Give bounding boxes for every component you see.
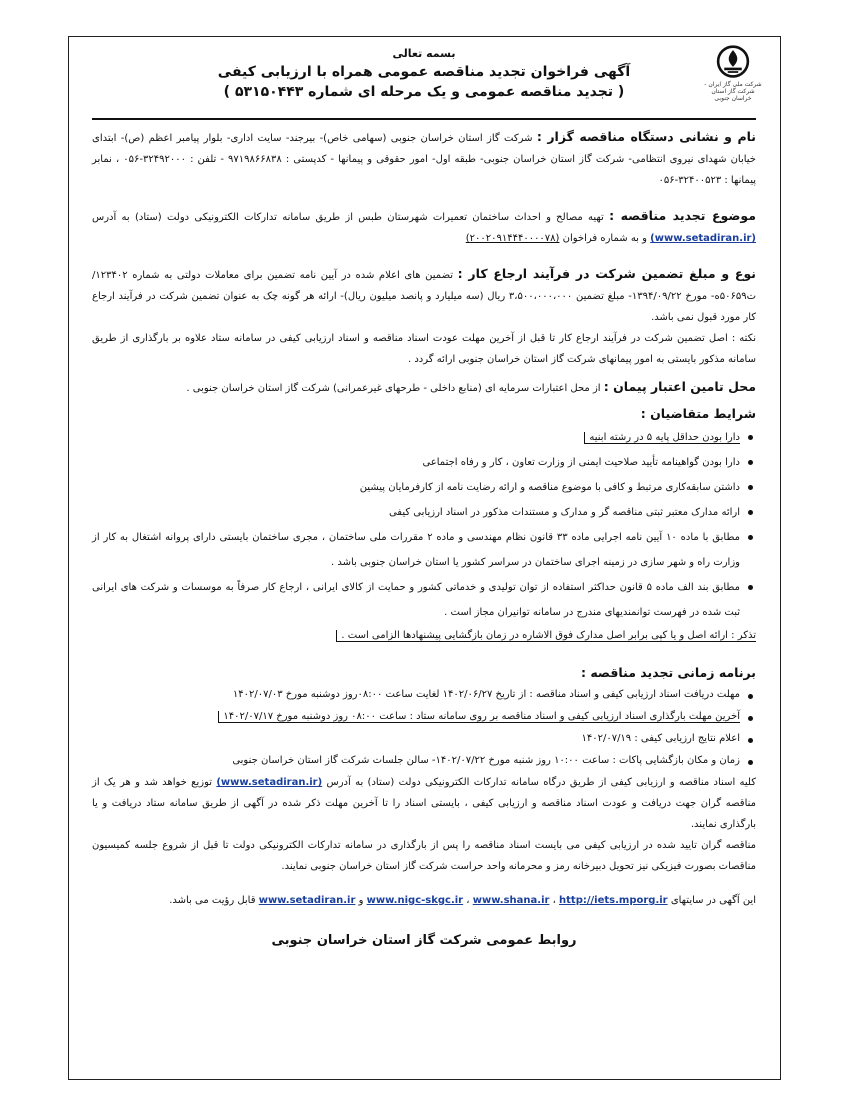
site-link-shana[interactable]: www.shana.ir	[472, 895, 550, 906]
announcement	[92, 42, 762, 948]
publication-sites: این آگهی در سایتهای www.nigc-skgc.ir ، www.shana.ir ، http://iets.mporg.ir و www.setadiran.ir قابل رؤیت می باشد.	[169, 895, 756, 906]
funding-label: محل تامین اعتبار پیمان :	[603, 379, 756, 394]
conditions-heading: شرایط متقاضیان :	[640, 406, 756, 421]
organizer-text: شرکت گاز استان خراسان جنوبی (سهامی خاص)- بیرجند- سایت اداری- بلوار پیامبر اعظم (ص)- ابتدای خیابان شهدای نیروی انتظامی- شرکت گاز استان خراسان جنوبی- طبقه اول- امور حقوقی و پیمانها - کدپستی : ۹۷۱۹۸۶۶۸۳۸ - تلفن : ۳۲۴۹۲۰۰۰-۰۵۶ ، نمابر پیمانها : ۳۲۴۰۰۵۲۳-۰۵۶	[92, 133, 756, 186]
subject-label: موضوع تجدید مناقصه :	[609, 208, 756, 223]
funding-section	[92, 376, 756, 399]
guarantee-text: تضمین های اعلام شده در آیین نامه تضمین برای معاملات دولتی به شماره ۱۲۳۴۰۲/ت۵۰۶۵۹ه- مورخ ۱۳۹۴/۰۹/۲۲- مبلغ تضمین ۳،۵۰۰،۰۰۰،۰۰۰ ریال (سه میلیارد و پانصد میلیون ریال)- ارائه هر گونه چک به عنوان تضمین شرکت در فرآیند ارجاع کار مورد قبول نمی باشد.	[92, 270, 756, 323]
setadiran-link-2[interactable]: (www.setadiran.ir)	[216, 777, 323, 788]
page-title: آگهی فراخوان تجدید مناقصه عمومی همراه با ارزیابی کیفی	[217, 64, 631, 80]
subject-tender-prefix: و به شماره فراخوان	[562, 233, 647, 244]
schedule-item: آخرین مهلت بارگذاری اسناد ارزیابی کیفی و اسناد مناقصه بر روی سامانه ستاد : ساعت ۰۸:۰۰ روز دوشنبه مورخ ۱۴۰۲/۰۷/۱۷	[92, 706, 756, 728]
condition-item: داشتن سابقه‌کاری مرتبط و کافی با موضوع مناقصه و ارائه رضایت نامه از کارفرمایان پیشین	[92, 475, 756, 500]
conditions-list	[92, 425, 756, 625]
schedule-item: زمان و مکان بازگشایی پاکات : ساعت ۱۰:۰۰ روز شنبه مورخ ۱۴۰۲/۰۷/۲۲- سالن جلسات شرکت گاز استان خراسان جنوبی	[92, 750, 756, 772]
tender-number: (۲۰۰۲۰۹۱۴۴۴۰۰۰۰۷۸)	[465, 233, 560, 244]
header	[92, 42, 762, 114]
condition-item: دارا بودن گواهینامه تأیید صلاحیت ایمنی از وزارت تعاون ، کار و رفاه اجتماعی	[92, 450, 756, 475]
condition-item: مطابق با ماده ۱۰ آیین نامه اجرایی ماده ۳۳ قانون نظام مهندسی و ماده ۲ مقررات ملی ساختمان ، مجری ساختمان بایستی دارای پروانه اشتغال به کار از وزارت راه و شهر سازی در زمینه اجرای ساختمان در سراسر کشور یا استان خراسان جنوبی باشد .	[92, 525, 756, 575]
signature: روابط عمومی شرکت گاز استان خراسان جنوبی	[271, 933, 577, 948]
organizer-label: نام و نشانی دستگاه مناقصه گزار :	[536, 129, 757, 144]
company-logo	[704, 44, 762, 102]
schedule-heading: برنامه زمانی تجدید مناقصه :	[580, 665, 756, 680]
setadiran-link[interactable]: (www.setadiran.ir)	[650, 233, 756, 244]
subject-section	[92, 205, 756, 249]
organizer-section	[92, 126, 756, 191]
conditions-reminder: تذکر : ارائه اصل و یا کپی برابر اصل مدارک فوق الاشاره در زمان بازگشایی پیشنهادها الزامی است .	[92, 625, 756, 646]
schedule-note-2: مناقصه گران تایید شده در ارزیابی کیفی می بایست اسناد مناقصه را پس از بارگذاری در سامانه تدارکات الکترونیکی دولت تا قبل از شروع جلسه کمیسیون مناقصات بصورت فیزیکی نیز تحویل دبیرخانه رمز و محرمانه واحد حراست شرکت گاز استان خراسان جنوبی نمایند.	[92, 840, 756, 872]
schedule-item: اعلام نتایج ارزیابی کیفی : ۱۴۰۲/۰۷/۱۹	[92, 728, 756, 750]
condition-item: مطابق بند الف ماده ۵ قانون حداکثر استفاده از توان تولیدی و خدماتی کشور و حمایت از کالای ایرانی ، ارجاع کار صرفاً به موسسات و شرکت های ایرانی ثبت شده در فهرست توانمندیهای مندرج در سامانه توانیران مجاز است .	[92, 575, 756, 625]
site-link-setadiran[interactable]: www.setadiran.ir	[258, 895, 356, 906]
schedule-note-1: کلیه اسناد مناقصه و ارزیابی کیفی از طریق درگاه سامانه تدارکات الکترونیکی دولت (ستاد) به آدرس (www.setadiran.ir) توزیع خواهد شد و هر یک از مناقصه گران جهت دریافت و عودت اسناد مناقصه و ارزیابی کیفی ، بایستی اسناد را تا آخرین مهلت ذکر شده در آگهی از طریق سامانه ستاد دریافت و یا بارگذاری نمایند.	[92, 777, 757, 830]
guarantee-label: نوع و مبلغ تضمین شرکت در فرآیند ارجاع کار :	[457, 266, 756, 281]
header-divider	[92, 118, 756, 120]
guarantee-section	[92, 263, 756, 328]
page-subtitle: ( تجدید مناقصه عمومی و یک مرحله ای شماره ۵۳۱۵۰۴۴۳ )	[223, 84, 625, 100]
subject-address-prefix: به آدرس	[92, 212, 130, 223]
gas-flame-logo-icon	[713, 44, 753, 79]
site-link-mporg[interactable]: http://iets.mporg.ir	[559, 895, 668, 906]
condition-item: دارا بودن حداقل پایه ۵ در رشته ابنیه	[92, 425, 756, 450]
subject-text: تهیه مصالح و احداث ساختمان تعمیرات شهرستان طبس از طریق سامانه تدارکات الکترونیکی دولت (ستاد)	[135, 212, 610, 223]
site-link-nigc[interactable]: www.nigc-skgc.ir	[366, 895, 464, 906]
funding-text: از محل اعتبارات سرمایه ای (منابع داخلی - طرحهای غیرعمرانی) شرکت گاز استان خراسان جنوبی .	[186, 383, 604, 394]
title-block	[92, 42, 756, 102]
bismillah: بسمه تعالی	[392, 47, 456, 60]
schedule-list	[92, 684, 756, 772]
logo-caption: شرکت ملی گاز ایران - شرکت گاز استان خراسان جنوبی	[704, 81, 762, 102]
condition-item: ارائه مدارک معتبر ثبتی مناقصه گر و مدارک و مستندات مذکور در اسناد ارزیابی کیفی	[92, 500, 756, 525]
guarantee-note: نکته : اصل تضمین شرکت در فرآیند ارجاع کار تا قبل از آخرین مهلت عودت اسناد مناقصه و اسناد ارزیابی کیفی در سامانه ستاد علاوه بر بارگذاری از طریق سامانه مذکور بایستی به امور پیمانهای شرکت گاز استان خراسان جنوبی ارائه گردد .	[92, 333, 756, 365]
schedule-item: مهلت دریافت اسناد ارزیابی کیفی و اسناد مناقصه : از تاریخ ۱۴۰۲/۰۶/۲۷ لغایت ساعت ۰۸:۰۰روز دوشنبه مورخ ۱۴۰۲/۰۷/۰۳	[92, 684, 756, 706]
